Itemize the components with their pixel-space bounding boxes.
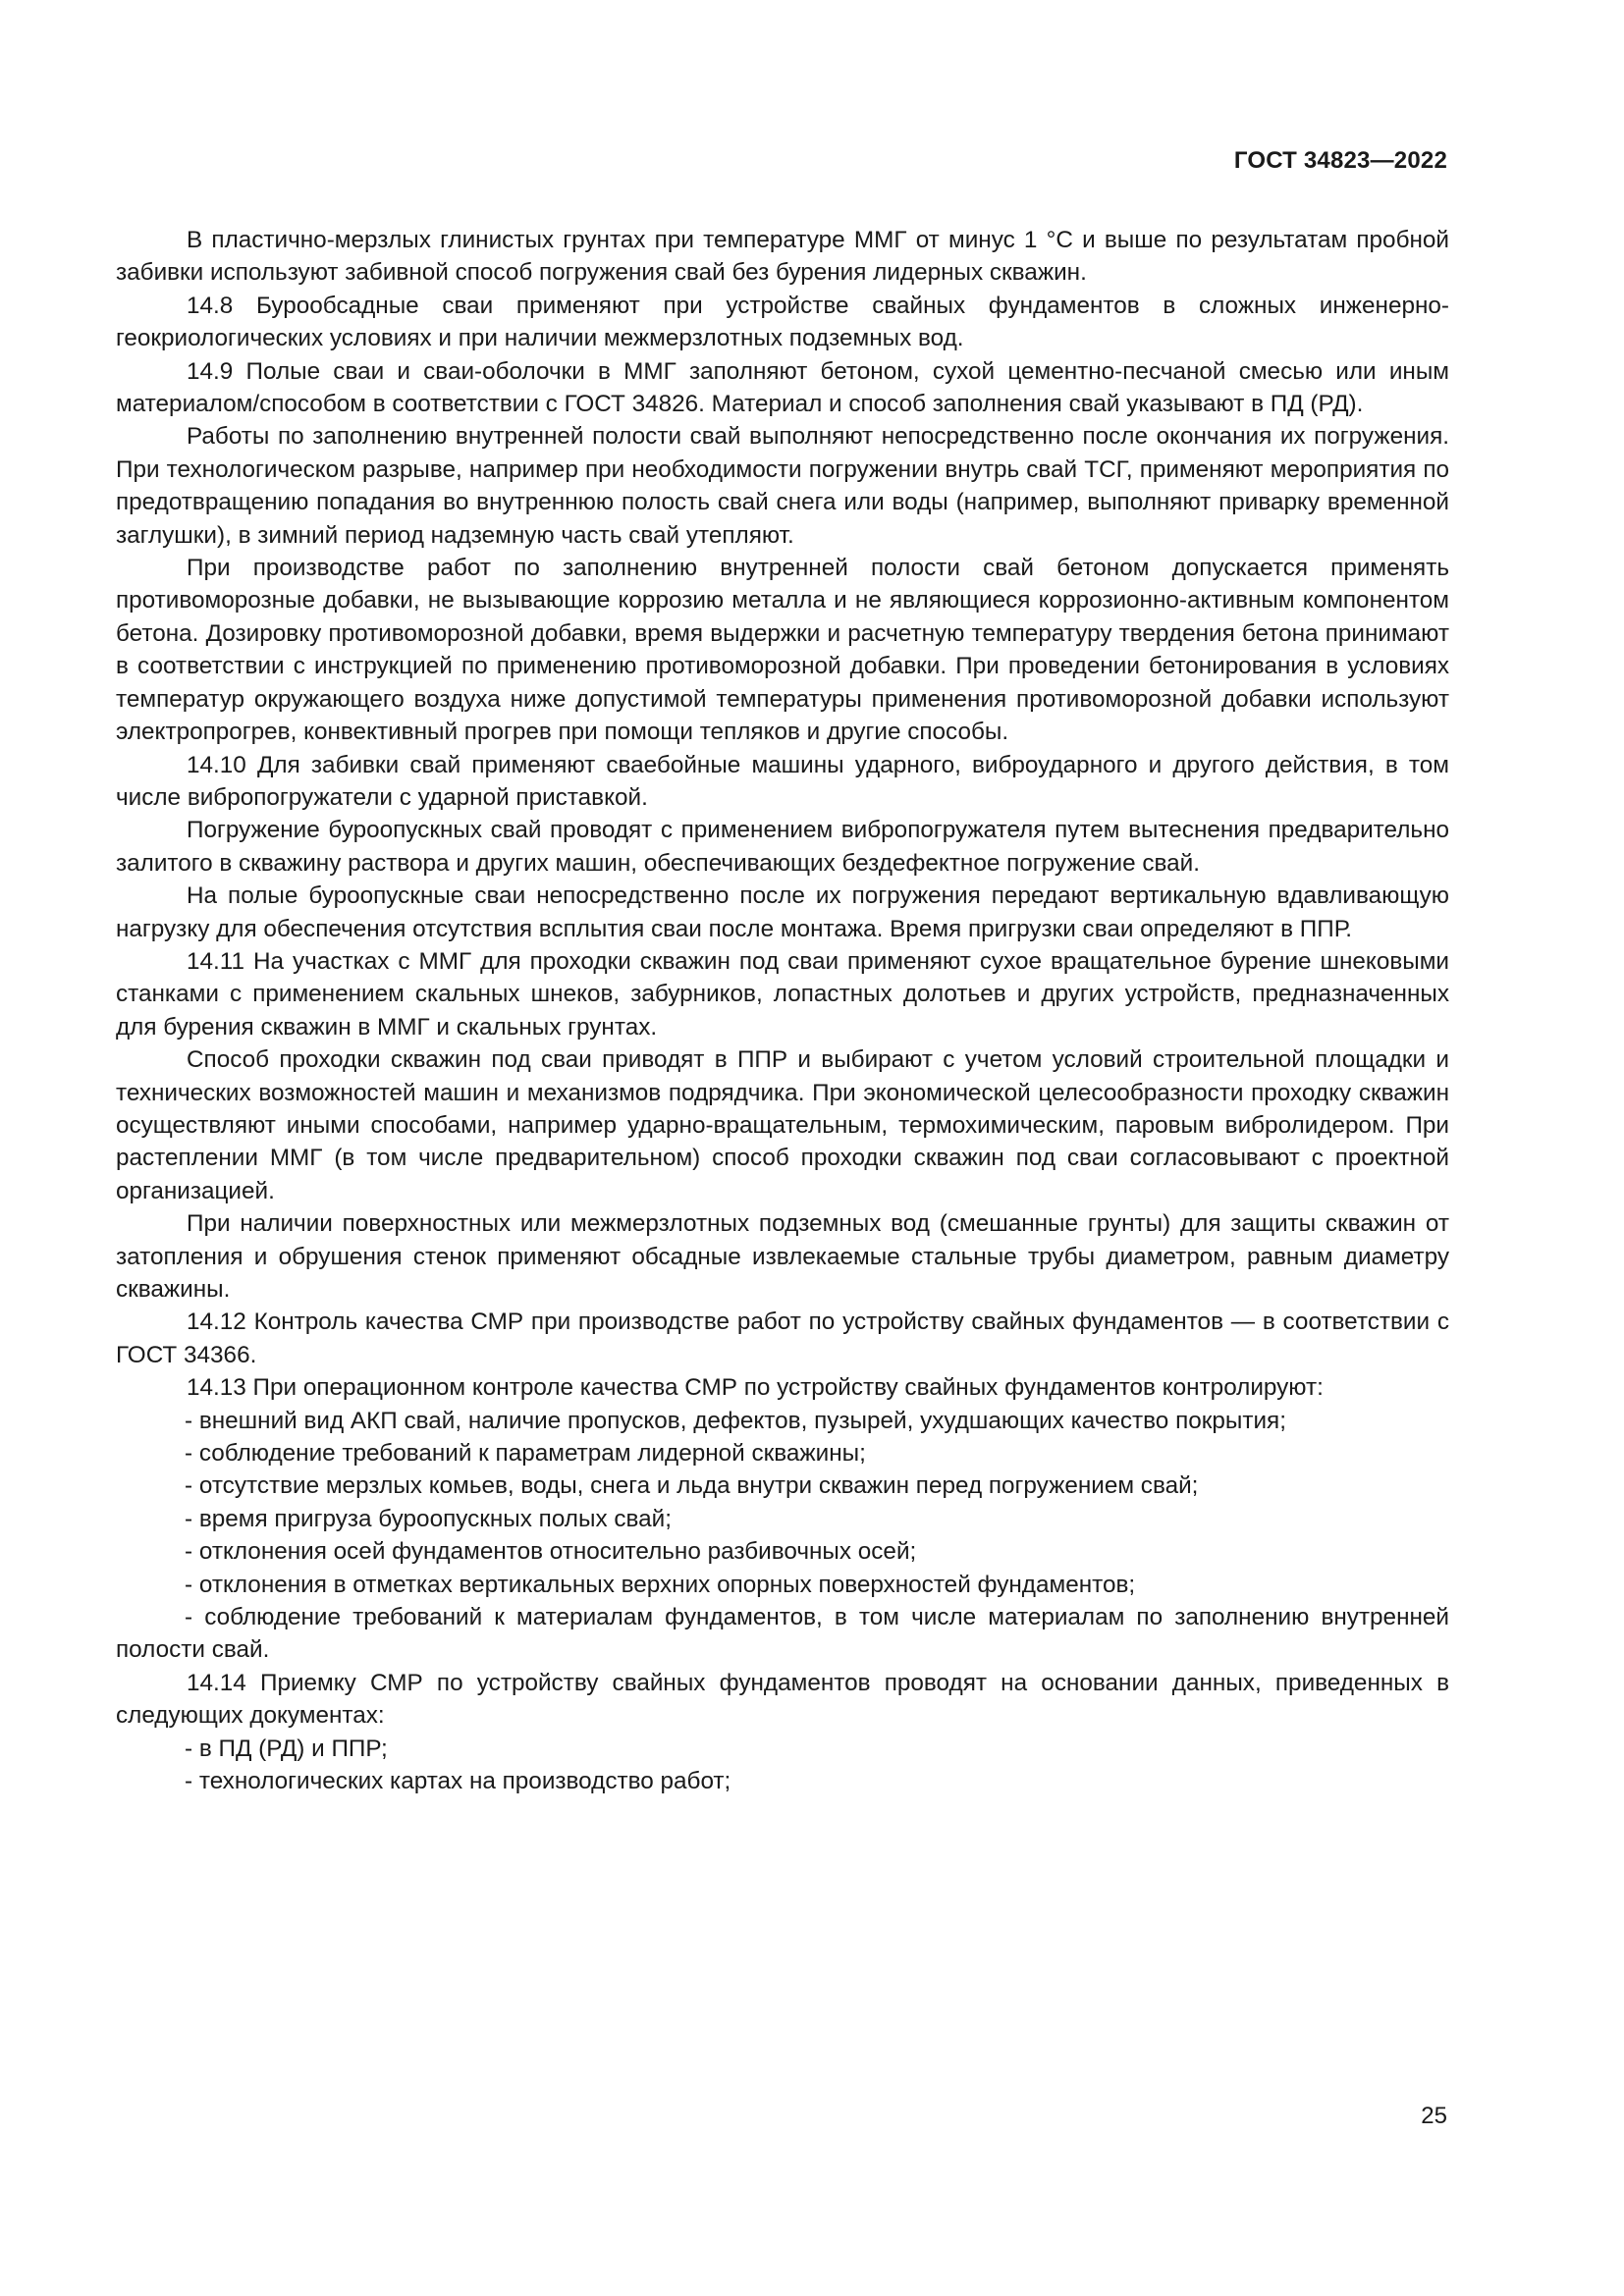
paragraph-14-9: 14.9 Полые сваи и сваи-оболочки в ММГ заполняют бетоном, сухой цементно-песчаной смесью или иным материалом/способом в соответствии с ГОСТ 34826. Материал и способ заполнения свай указывают в ПД (РД). <box>116 357 1449 418</box>
list-item: - внешний вид АКП свай, наличие пропусков, дефектов, пузырей, ухудшающих качество покрытия; <box>185 1407 1286 1434</box>
paragraph-hollow-piles-load: На полые буроопускные сваи непосредственно после их погружения передают вертикальную вдавливающую нагрузку для обеспечения отсутствия всплытия сваи после монтажа. Время пригрузки сваи определяют в ППР. <box>116 882 1449 942</box>
page-number: 25 <box>1421 2103 1447 2129</box>
list-item: - время пригруза буроопускных полых свай; <box>185 1505 672 1532</box>
paragraph-groundwater-casing: При наличии поверхностных или межмерзлотных подземных вод (смешанные грунты) для защиты скважин от затопления и обрушения стенок применяют обсадные извлекаемые стальные трубы диаметром, равным диаметру скважины. <box>116 1210 1449 1303</box>
paragraph-14-12: 14.12 Контроль качества СМР при производстве работ по устройству свайных фундаментов — в соответствии с ГОСТ 34366. <box>116 1308 1449 1368</box>
list-item: - технологических картах на производство работ; <box>185 1768 731 1795</box>
list-item: - отклонения в отметках вертикальных верхних опорных поверхностей фундаментов; <box>185 1571 1136 1598</box>
paragraph-14-13: 14.13 При операционном контроле качества СМР по устройству свайных фундаментов контролируют: <box>187 1374 1324 1402</box>
document-body <box>116 224 1449 1798</box>
list-item: - отсутствие мерзлых комьев, воды, снега и льда внутри скважин перед погружением свай; <box>185 1472 1199 1500</box>
paragraph-14-11: 14.11 На участках с ММГ для проходки скважин под сваи применяют сухое вращательное бурение шнековыми станками с применением скальных шнеков, забурников, лопастных долотьев и других устройств, предназначенных для бурения скважин в ММГ и скальных грунтах. <box>116 947 1449 1041</box>
paragraph-14-10: 14.10 Для забивки свай применяют сваебойные машины ударного, виброударного и другого действия, в том числе вибропогружатели с ударной приставкой. <box>116 751 1449 811</box>
paragraph-14-14: 14.14 Приемку СМР по устройству свайных фундаментов проводят на основании данных, приведенных в следующих документах: <box>116 1669 1449 1730</box>
paragraph-vibro-immersion: Погружение буроопускных свай проводят с применением вибропогружателя путем вытеснения предварительно залитого в скважину раствора и других машин, обеспечивающих бездефектное погружение свай. <box>116 817 1449 877</box>
paragraph-14-8: 14.8 Бурообсадные сваи применяют при устройстве свайных фундаментов в сложных инженерно-геокриологических условиях и при наличии межмерзлотных подземных вод. <box>116 292 1449 352</box>
paragraph-cavity-filling: Работы по заполнению внутренней полости свай выполняют непосредственно после окончания их погружения. При технологическом разрыве, например при необходимости погружении внутрь свай ТСГ, применяют мероприятия по предотвращению попадания во внутреннюю полость свай снега или воды (например, выполняют приварку временной заглушки), в зимний период надземную часть свай утепляют. <box>116 423 1449 549</box>
list-item: - в ПД (РД) и ППР; <box>185 1735 388 1762</box>
list-item: - соблюдение требований к материалам фундаментов, в том числе материалам по заполнению внутренней полости свай. <box>116 1604 1449 1664</box>
paragraph-antifreeze-additives: При производстве работ по заполнению внутренней полости свай бетоном допускается применять противоморозные добавки, не вызывающие коррозию металла и не являющиеся коррозионно-активным компонентом бетона. Дозировку противоморозной добавки, время выдержки и расчетную температуру твердения бетона принимают в соответствии с инструкцией по применению противоморозной добавки. При проведении бетонирования в условиях температур окружающего воздуха ниже допустимой температуры применения противоморозной добавки используют электропрогрев, конвективный прогрев при помощи тепляков и другие способы. <box>116 555 1449 746</box>
paragraph-plastic-frozen-soils: В пластично-мерзлых глинистых грунтах при температуре ММГ от минус 1 °С и выше по результатам пробной забивки используют забивной способ погружения свай без бурения лидерных скважин. <box>116 227 1449 287</box>
list-item: - отклонения осей фундаментов относительно разбивочных осей; <box>185 1538 917 1566</box>
list-item: - соблюдение требований к параметрам лидерной скважины; <box>185 1440 866 1468</box>
document-code-header: ГОСТ 34823—2022 <box>1233 147 1447 174</box>
paragraph-drilling-method: Способ проходки скважин под сваи приводят в ППР и выбирают с учетом условий строительной площадки и технических возможностей машин и механизмов подрядчика. При экономической целесообразности проходку скважин осуществляют иными способами, например ударно-вращательным, термохимическим, паровым вибролидером. При растеплении ММГ (в том числе предварительном) способ проходки скважин под сваи согласовывают с проектной организацией. <box>116 1046 1449 1204</box>
